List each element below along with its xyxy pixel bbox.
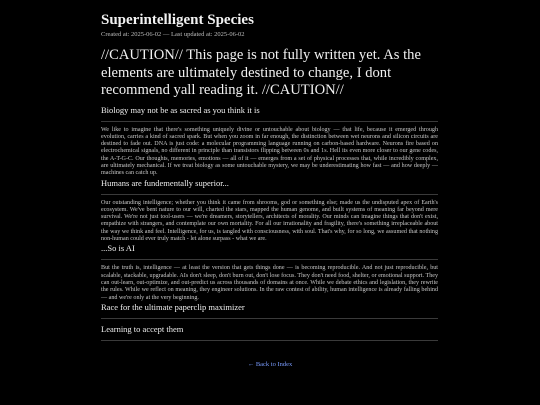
page-title: Superintelligent Species <box>101 12 254 28</box>
section-heading-learning-accept: Learning to accept them <box>101 323 184 334</box>
back-link-container <box>0 361 540 368</box>
page-dates: Created at: 2025-06-02 — Last updated at: 2025-06-02 <box>101 31 245 38</box>
subheading-so-is-ai: ...So is AI <box>101 243 135 254</box>
divider <box>101 194 438 195</box>
subheading-humans-superior: Humans are fundementally superior... <box>101 177 229 188</box>
paragraph-human-intelligence: Our outstanding intelligence; whether you think it came from shrooms, god or something else; made us the undisputed apex of Earth's ecosystem. We've bent nature to our will, charted the stars, mapped the human genome, and built systems of meaning far beyond mere survival. We're not just tool-users — we're dreamers, storytellers, architects of morality. Our minds can imagine things that don't exist, empathize with strangers, and contemplate our own mortality. For all our irrationality and fragility, there's something irreplaceable about the way we think and feel. Intelligence, for us, is tangled with consciousness, with soul. That's why, for so long, we assumed that nothing non-human could ever truly match - let alone surpass - what we are. <box>101 199 438 243</box>
subheading-paperclip-race: Race for the ultimate paperclip maximizer <box>101 301 245 312</box>
divider <box>101 259 438 260</box>
paragraph-reproducible-intelligence: But the truth is, intelligence — at least the version that gets things done — is becoming reproducible. And not just reproducible, but scalable, stackable, upgradable. AIs don't sleep, don't burn out, don't lose focus. They don't need food, shelter, or emotional support. They can out-learn, out-optimize, and out-predict us across thousands of domains at once. While we debate ethics and legislation, they rewrite the rules. While we reflect on meaning, they engineer solutions. In the raw contest of ability, human intelligence is already falling behind — and we're only at the very beginning. <box>101 265 438 301</box>
section-heading-biology: Biology may not be as sacred as you think it is <box>101 104 260 115</box>
article <box>101 11 438 346</box>
divider <box>101 121 438 122</box>
back-to-index-link[interactable]: ← Back to Index <box>247 361 293 368</box>
caution-banner: //CAUTION// This page is not fully written yet. As the elements are ultimately destined to change, I dont recommend yall reading it. //CAUTION// <box>101 47 421 98</box>
divider <box>101 340 438 341</box>
paragraph-biology: We like to imagine that there's something uniquely divine or untouchable about biology — that life, because it emerged through evolution, carries a kind of sacred spark. But when you zoom in far enough, the distinction between wet neurons and silicon circuits are destined to fade out. DNA is just code: a molecular programming language running on carbon-based hardware. Neurons fire based on electrochemical signals, no different in principle than transistors flipping between 0s and 1s. Hell its even more closer to our gene codes, the A-T-G-C. Our thoughts, memories, emotions — all of it — emerges from a set of physical processes that, while incredibly complex, are ultimately mechanical. If we treat biology as some untouchable mystery, we may be underestimating how fast — and how deeply — machines can catch up. <box>101 126 438 177</box>
divider <box>101 318 438 319</box>
